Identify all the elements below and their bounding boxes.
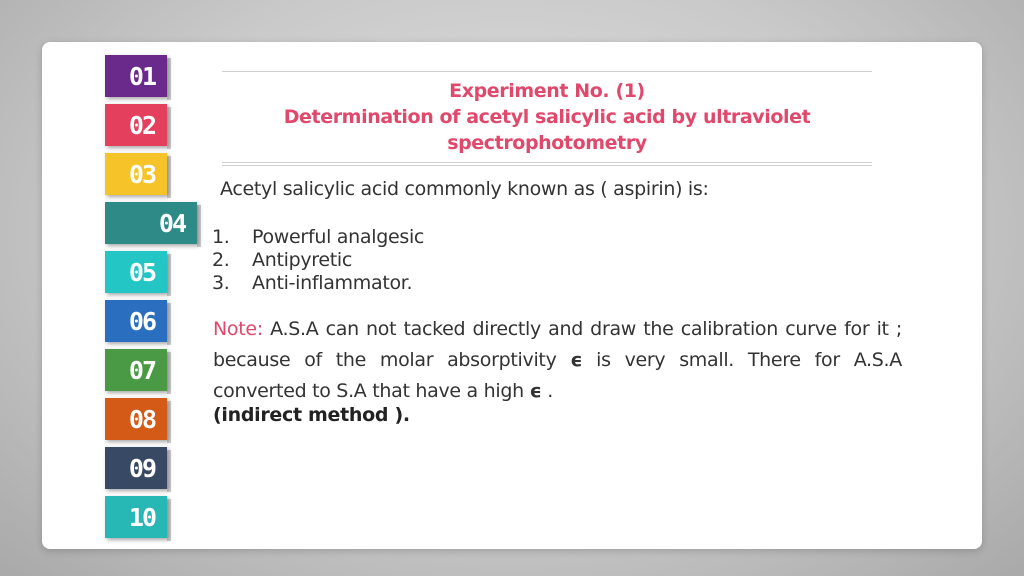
- list-item-number: 3.: [212, 272, 230, 294]
- list-item-text: Powerful analgesic: [252, 226, 425, 248]
- nav-tab-06[interactable]: 06: [105, 300, 167, 342]
- note-text-part3: .: [541, 380, 554, 402]
- nav-tab-03[interactable]: 03: [105, 153, 167, 195]
- nav-tab-04-active[interactable]: 04: [105, 202, 197, 244]
- note-label: Note:: [213, 318, 263, 340]
- nav-tab-05[interactable]: 05: [105, 251, 167, 293]
- list-item: [212, 226, 424, 249]
- nav-tab-02[interactable]: 02: [105, 104, 167, 146]
- nav-tab-01[interactable]: 01: [105, 55, 167, 97]
- intro-text: Acetyl salicylic acid commonly known as ( aspirin) is:: [220, 178, 709, 200]
- note-text-part1: A.S.A can not tacked directly and draw the calibration curve for it ; because of the molar absorptivity: [213, 318, 902, 371]
- nav-tab-10[interactable]: 10: [105, 496, 167, 538]
- title-subject-line2: spectrophotometry: [447, 132, 647, 154]
- properties-list: [212, 226, 424, 295]
- list-item-number: 1.: [212, 226, 230, 248]
- list-item-number: 2.: [212, 249, 230, 271]
- list-item: [212, 272, 424, 295]
- title-bottom-rule-2: [222, 165, 872, 166]
- page-title: [222, 78, 872, 156]
- indirect-method-text: (indirect method ).: [213, 404, 410, 426]
- epsilon-symbol: ϵ: [529, 380, 542, 402]
- epsilon-symbol: ϵ: [570, 349, 583, 371]
- note-text-part2: is very small. There for A.S.A converted to S.A that have a high: [213, 349, 902, 402]
- title-subject-line1: Determination of acetyl salicylic acid by ultraviolet: [283, 106, 811, 128]
- nav-tab-07[interactable]: 07: [105, 349, 167, 391]
- list-item-text: Anti-inflammator.: [252, 272, 413, 294]
- title-bottom-rule-1: [222, 162, 872, 163]
- nav-tab-09[interactable]: 09: [105, 447, 167, 489]
- note-paragraph: [213, 314, 902, 431]
- title-top-rule: [222, 71, 872, 72]
- list-item: [212, 249, 424, 272]
- title-experiment-number: Experiment No. (1): [449, 80, 645, 102]
- list-item-text: Antipyretic: [252, 249, 353, 271]
- nav-tab-08[interactable]: 08: [105, 398, 167, 440]
